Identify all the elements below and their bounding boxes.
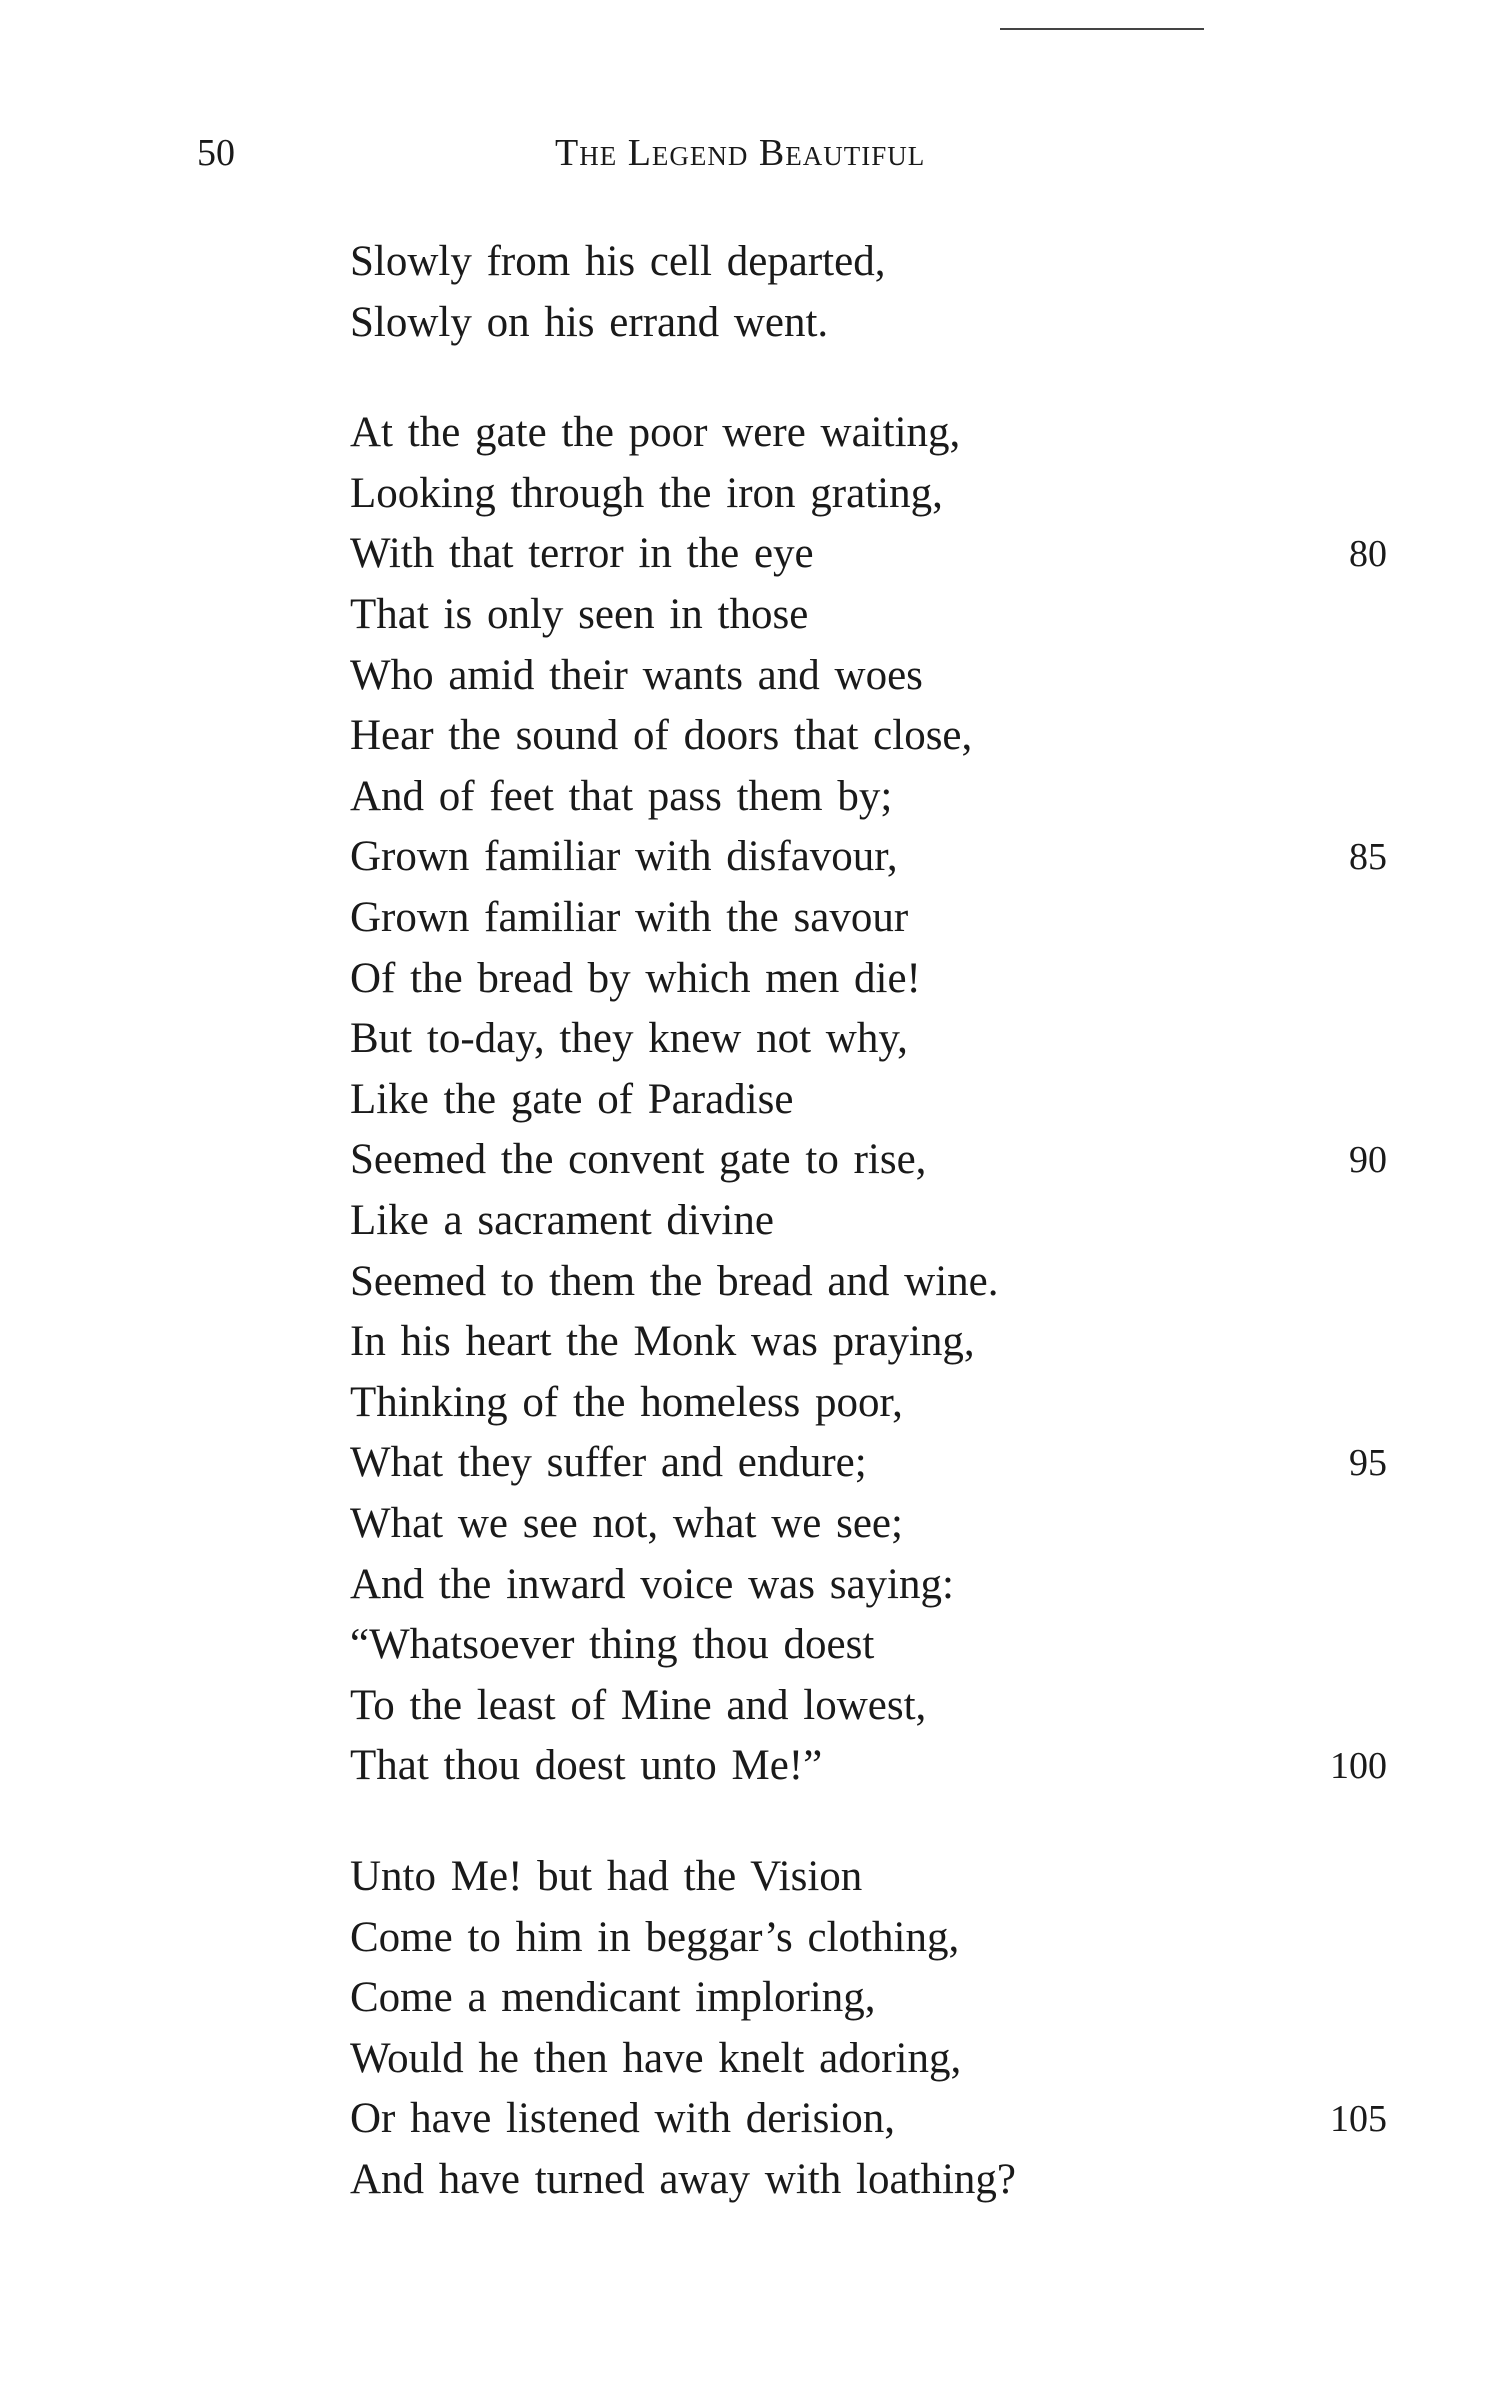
poem-line: Seemed to them the bread and wine. [350,1257,999,1305]
line-number: 100 [1330,1745,1387,1788]
poem-line: Of the bread by which men die! [350,954,921,1002]
poem-line: Slowly from his cell departed, [350,238,886,285]
poem-line: Slowly on his errand went. [350,298,829,346]
poem-line: Unto Me! but had the Vision [350,1853,863,1900]
poem-line: And have turned away with loathing? [350,2156,1017,2203]
poem-line: “Whatsoever thing thou doest [350,1621,875,1669]
page-number: 50 [197,132,235,174]
poem-line: Who amid their wants and woes [350,651,923,699]
running-title: The Legend Beautiful [555,132,926,174]
poem-line: To the least of Mine and lowest, [350,1681,927,1729]
poem-line: Like the gate of Paradise [350,1075,794,1123]
poem-line: Hear the sound of doors that close, [350,712,973,760]
poem-line: Would he then have knelt adoring, [350,2034,962,2082]
poem-line: That is only seen in those [350,591,809,638]
poem-line: Or have listened with derision, [350,2095,896,2143]
line-number: 105 [1330,2098,1387,2141]
line-number: 85 [1349,836,1387,879]
poem-line: What we see not, what we see; [350,1500,903,1547]
poem-line: What they suffer and endure; [350,1439,867,1487]
poem-line: With that terror in the eye [350,530,814,578]
poem-line: Like a sacrament divine [350,1197,774,1244]
poem-line: At the gate the poor were waiting, [350,409,961,457]
poem-line: Come a mendicant imploring, [350,1974,876,2022]
poem-line: In his heart the Monk was praying, [350,1318,975,1366]
line-number: 80 [1349,533,1387,576]
poem-line: Looking through the iron grating, [350,469,943,517]
poem-line: Thinking of the homeless poor, [350,1378,903,1426]
poem-line: That thou doest unto Me!” [350,1742,823,1790]
poem-line: And of feet that pass them by; [350,772,893,820]
poem-line: Come to him in beggar’s clothing, [350,1913,960,1961]
poem-text [350,0,1450,2385]
line-number: 90 [1349,1139,1387,1182]
poem-line: Grown familiar with the savour [350,894,909,941]
poem-line: Grown familiar with disfavour, [350,833,898,881]
poem-line: Seemed the convent gate to rise, [350,1136,927,1184]
line-number: 95 [1349,1442,1387,1485]
poem-line: But to-day, they knew not why, [350,1015,908,1063]
poem-line: And the inward voice was saying: [350,1560,954,1608]
